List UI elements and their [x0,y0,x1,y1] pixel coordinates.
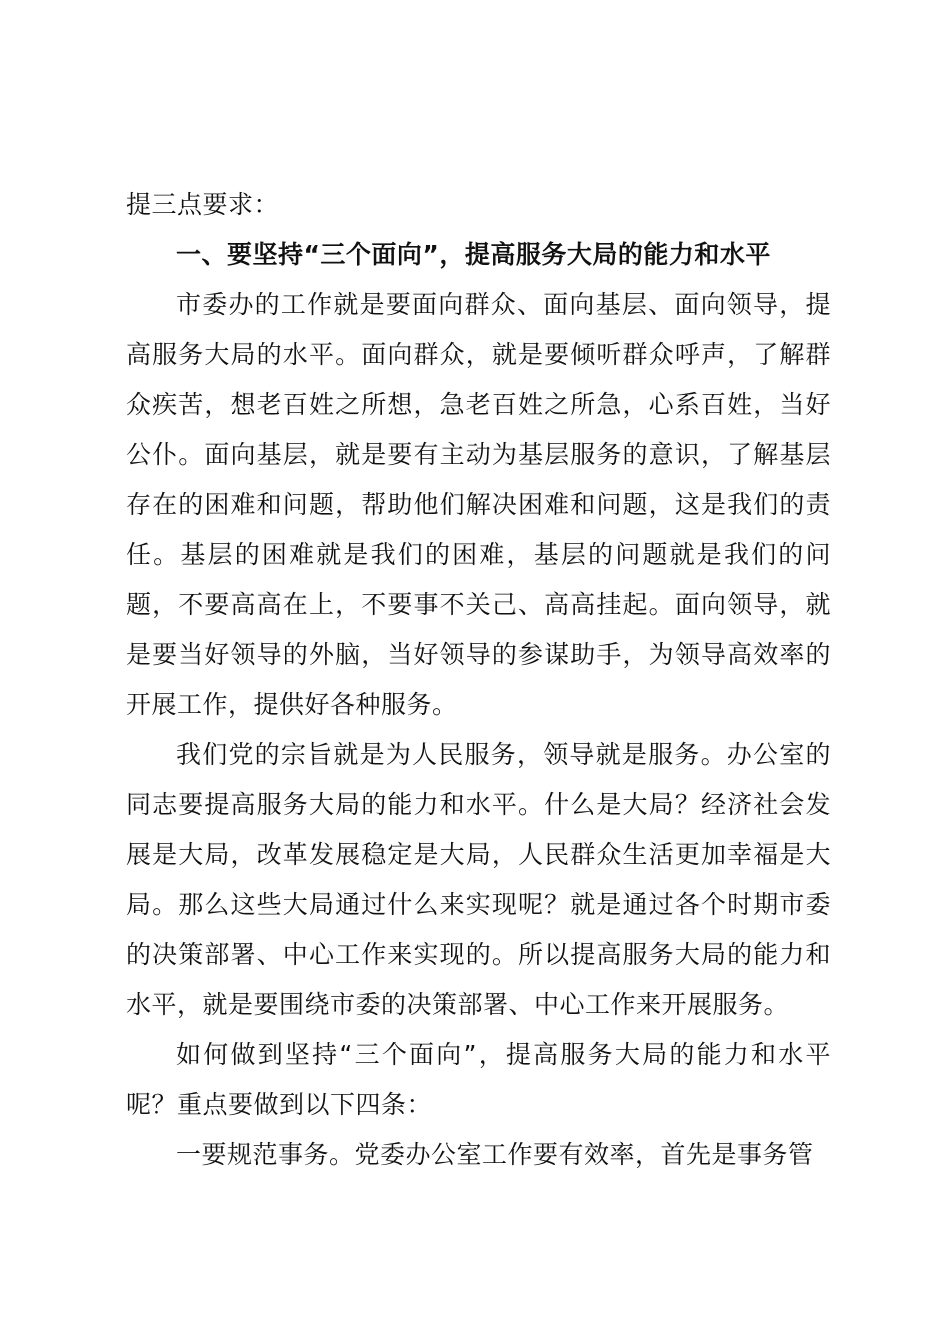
body-paragraph: 如何做到坚持“三个面向”，提高服务大局的能力和水平呢？重点要做到以下四条： [126,1040,831,1119]
body-paragraph: 我们党的宗旨就是为人民服务，领导就是服务。办公室的同志要提高服务大局的能力和水平。什么是大局？经济社会发展是大局，改革发展稳定是大局，人民群众生活更加幸福是大局。那么这些大局通过什么来实现呢？就是通过各个时期市委的决策部署、中心工作来实现的。所以提高服务大局的能力和水平，就是要围绕市委的决策部署、中心工作来开展服务。 [126,740,831,1019]
section-heading: 一、要坚持“三个面向”，提高服务大局的能力和水平 [176,240,771,269]
body-paragraph: 市委办的工作就是要面向群众、面向基层、面向领导，提高服务大局的水平。面向群众，就是要倾听群众呼声，了解群众疾苦，想老百姓之所想，急老百姓之所急，心系百姓，当好公仆。面向基层，就是要有主动为基层服务的意识，了解基层存在的困难和问题，帮助他们解决困难和问题，这是我们的责任。基层的困难就是我们的困难，基层的问题就是我们的问题，不要高高在上，不要事不关己、高高挂起。面向领导，就是要当好领导的外脑，当好领导的参谋助手，为领导高效率的开展工作，提供好各种服务。 [126,290,831,719]
body-paragraph: 一要规范事务。党委办公室工作要有效率，首先是事务管 [176,1140,814,1169]
document-body [126,180,831,1180]
intro-line: 提三点要求： [126,190,280,219]
